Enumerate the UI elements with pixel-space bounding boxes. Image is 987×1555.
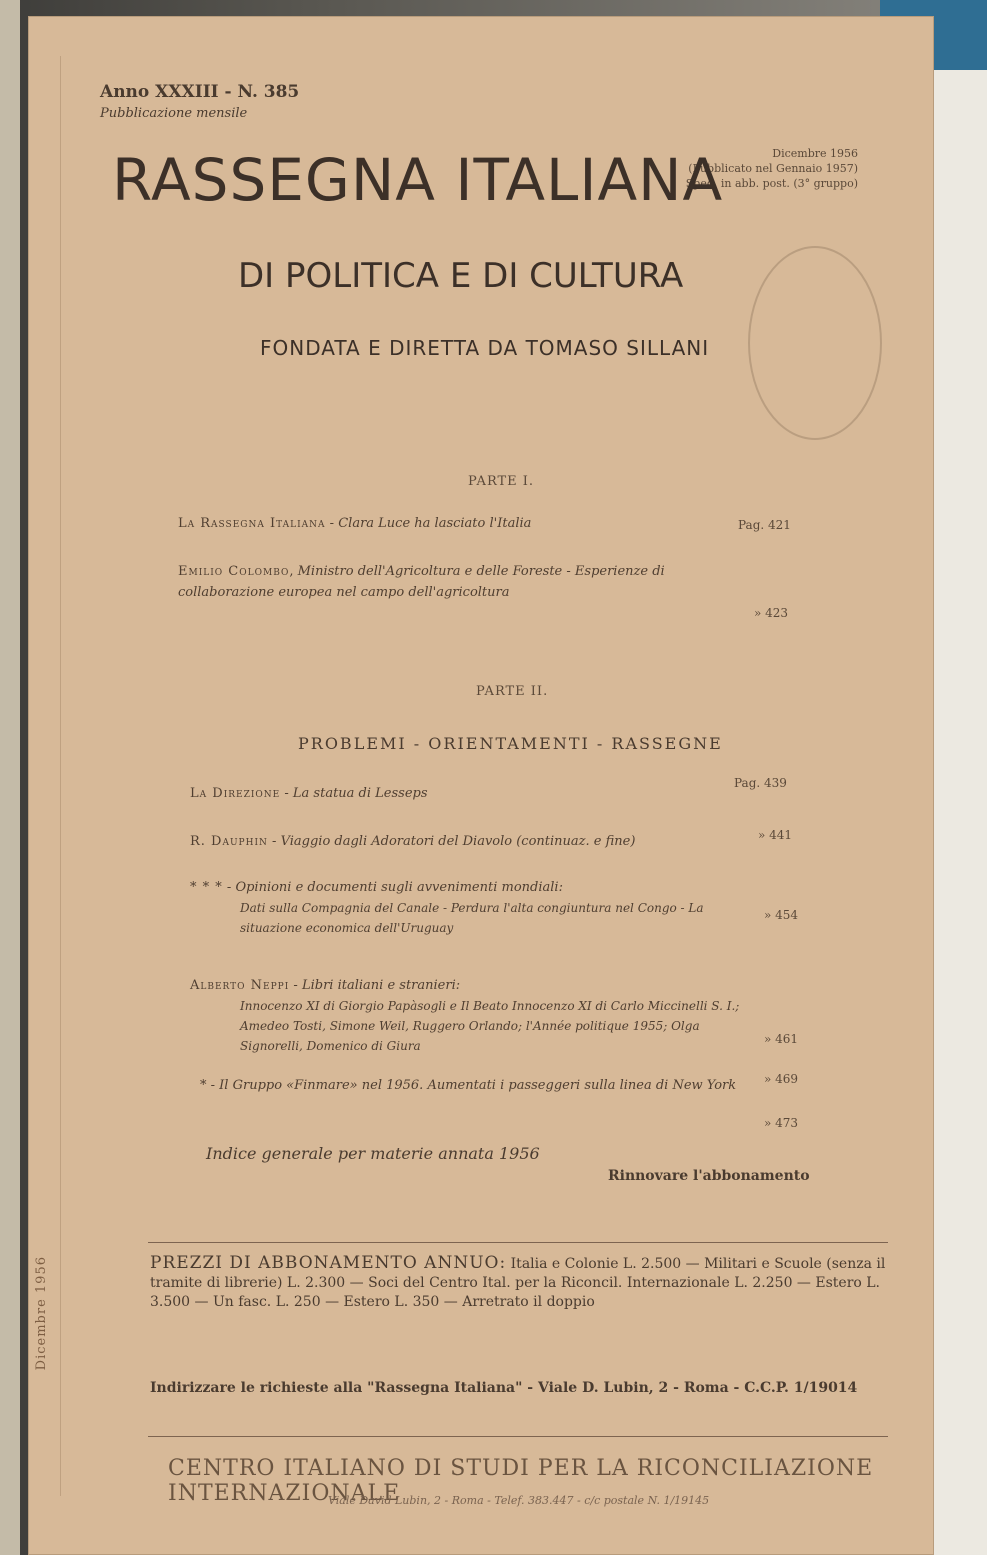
toc-page: » 454	[764, 908, 799, 922]
toc-entry	[190, 976, 760, 1056]
subscription-prices	[150, 1254, 890, 1312]
toc-page: » 473	[764, 1116, 799, 1130]
spine-label: Dicembre 1956	[34, 1256, 49, 1371]
toc-page: » 461	[764, 1032, 799, 1046]
toc-subtitle: Innocenzo XI di Giorgio Papàsogli e Il Beato Innocenzo XI di Carlo Miccinelli S. I.; Amedeo Tosti, Simone Weil, Ruggero Orlando; l'Année politique 1955; Olga Signorelli, Domenico di Giura	[240, 999, 740, 1053]
toc-title: Opinioni e documenti sugli avvenimenti mondiali:	[235, 880, 563, 895]
magazine-cover	[28, 16, 934, 1555]
toc-author: La Rassegna Italiana	[178, 516, 326, 531]
toc-separator: -	[280, 786, 293, 801]
toc-author: R. Dauphin	[190, 834, 268, 849]
toc-entry	[190, 831, 750, 852]
postal-note: Sped. in abb. post. (3° gruppo)	[685, 177, 858, 190]
toc-title: Clara Luce ha lasciato l'Italia	[338, 516, 532, 531]
published-date: (Pubblicato nel Gennaio 1957)	[688, 162, 858, 175]
toc-entry	[178, 561, 738, 603]
issue-number: Anno XXXIII - N. 385	[100, 82, 300, 102]
toc-separator: -	[289, 978, 302, 993]
toc-page: Pag. 439	[734, 776, 787, 790]
toc-entry	[178, 516, 738, 531]
toc-entry	[190, 878, 750, 938]
toc-author: Emilio Colombo	[178, 564, 290, 579]
toc-entry	[190, 786, 730, 801]
toc-page: » 469	[764, 1072, 799, 1086]
toc-author: *	[200, 1078, 207, 1093]
toc-page: Pag. 421	[738, 518, 791, 532]
toc-title: Viaggio dagli Adoratori del Diavolo (continuaz. e fine)	[280, 834, 636, 849]
parte-2-label: PARTE II.	[476, 684, 549, 699]
left-edge	[0, 0, 20, 1555]
toc-title: Libri italiani e stranieri:	[301, 978, 461, 993]
toc-title: Ministro dell'Agricoltura e delle Foreste - Esperienze di collaborazione europea nel campo dell'agricoltura	[178, 564, 665, 600]
divider	[148, 1436, 888, 1437]
toc-subtitle: Dati sulla Compagnia del Canale - Perdura l'alta congiuntura nel Congo - La situazione economica dell'Uruguay	[240, 901, 704, 935]
prices-text: Italia e Colonie L. 2.500 — Militari e Scuole (senza il tramite di librerie) L. 2.300 — Soci del Centro Ital. per la Riconcil. Internazionale L. 2.250 — Estero L. 3.500 — Un fasc. L. 250 — Estero L. 350 — Arretrato il doppio	[150, 1256, 886, 1310]
parte-1-label: PARTE I.	[468, 474, 535, 489]
issue-date: Dicembre 1956	[772, 147, 858, 160]
toc-page: » 423	[754, 606, 789, 620]
toc-separator: ,	[289, 564, 298, 579]
toc-title: La statua di Lesseps	[292, 786, 428, 801]
toc-author: Alberto Neppi	[190, 978, 290, 993]
toc-page: » 441	[758, 828, 793, 842]
divider	[148, 1242, 888, 1243]
masthead-title: RASSEGNA ITALIANA	[112, 146, 724, 214]
address-requests: Indirizzare le richieste alla "Rassegna Italiana" - Viale D. Lubin, 2 - Roma - C.C.P. 1/19014	[150, 1380, 858, 1396]
publisher-name: CENTRO ITALIANO DI STUDI PER LA RICONCILIAZIONE INTERNAZIONALE	[168, 1456, 874, 1506]
general-index: Indice generale per materie annata 1956	[206, 1144, 540, 1163]
section-heading: PROBLEMI - ORIENTAMENTI - RASSEGNE	[298, 734, 723, 753]
toc-separator: -	[206, 1078, 220, 1093]
toc-author: * * *	[190, 880, 223, 895]
publisher-address: Viale David Lubin, 2 - Roma - Telef. 383.447 - c/c postale N. 1/19145	[328, 1494, 710, 1507]
toc-entry	[200, 1076, 750, 1096]
publication-frequency: Pubblicazione mensile	[100, 106, 248, 121]
seal-stamp	[748, 246, 882, 440]
toc-separator: -	[267, 834, 281, 849]
renew-notice: Rinnovare l'abbonamento	[608, 1168, 810, 1184]
masthead-founder: FONDATA E DIRETTA DA TOMASO SILLANI	[260, 336, 710, 360]
toc-separator: -	[325, 516, 339, 531]
toc-author: La Direzione	[190, 786, 281, 801]
masthead-subtitle: DI POLITICA E DI CULTURA	[238, 256, 684, 296]
toc-title: Il Gruppo «Finmare» nel 1956. Aumentati i passeggeri sulla linea di New York	[219, 1078, 737, 1093]
toc-separator: -	[222, 880, 236, 895]
prices-heading: PREZZI DI ABBONAMENTO ANNUO:	[150, 1253, 507, 1273]
